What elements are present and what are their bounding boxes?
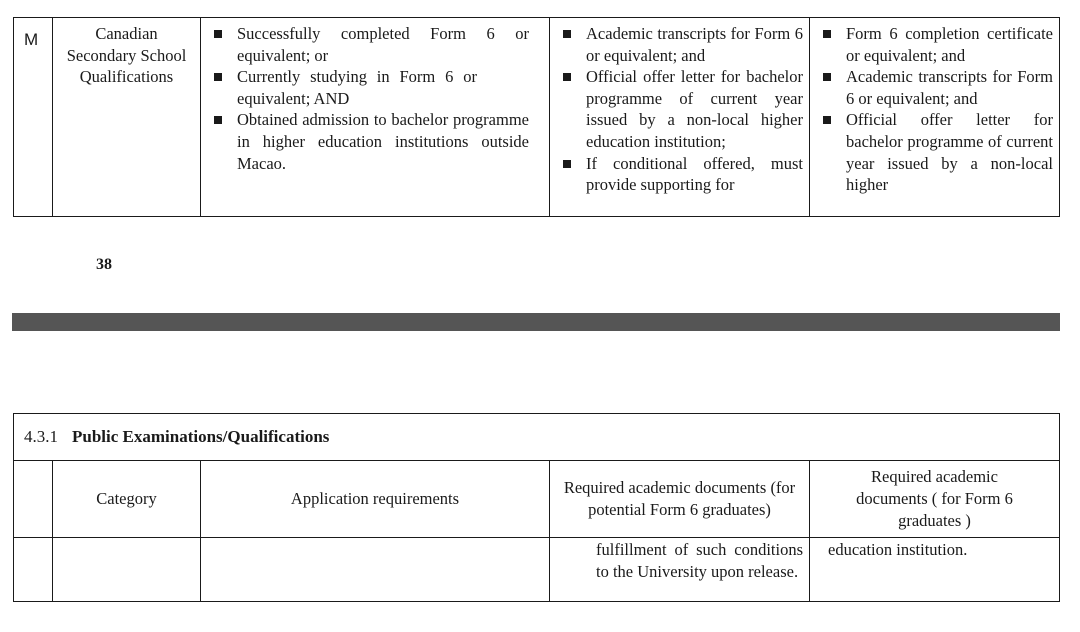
cont-docs-potential: fulfillment of such conditions to the University upon release. — [550, 538, 810, 602]
list-item: Form 6 completion certificate or equivalent; and — [810, 23, 1053, 66]
square-bullet-icon — [214, 116, 222, 124]
square-bullet-icon — [214, 73, 222, 81]
docs-form6-list — [810, 23, 1053, 196]
list-item: Obtained admission to bachelor programme in higher education institutions outside Macao. — [201, 109, 529, 174]
header-code — [14, 461, 53, 538]
list-item: Official offer letter for bachelor programme of current year issued by a non-local higher education institution; — [550, 66, 803, 152]
square-bullet-icon — [563, 73, 571, 81]
cont-category-cell — [53, 538, 201, 602]
section-heading — [14, 414, 1060, 461]
section-number: 4.3.1 — [24, 427, 58, 446]
list-item: Official offer letter for bachelor programme of current year issued by a non-local higher — [810, 109, 1053, 195]
header-docs-form6: Required academic documents ( for Form 6 graduates ) — [810, 461, 1060, 538]
cont-requirements-cell — [201, 538, 550, 602]
docs-potential-list — [550, 23, 803, 196]
docs-potential-cell — [550, 18, 810, 217]
section-title: Public Examinations/Qualifications — [72, 427, 330, 446]
list-item: If conditional offered, must provide supporting for — [550, 153, 803, 196]
table-row — [14, 538, 1060, 602]
cont-code-cell — [14, 538, 53, 602]
header-application-requirements: Application requirements — [201, 461, 550, 538]
docs-form6-cell — [810, 18, 1060, 217]
header-row — [14, 461, 1060, 538]
square-bullet-icon — [563, 160, 571, 168]
application-requirements-list — [201, 23, 529, 174]
qualification-table-bottom — [13, 413, 1060, 602]
list-item: Successfully completed Form 6 or equivalent; or — [201, 23, 529, 66]
square-bullet-icon — [823, 116, 831, 124]
row-code: M — [14, 18, 53, 217]
application-requirements-cell — [201, 18, 550, 217]
page-divider — [12, 313, 1060, 331]
header-category: Category — [53, 461, 201, 538]
section-heading-row — [14, 414, 1060, 461]
square-bullet-icon — [823, 30, 831, 38]
qualification-table-top — [13, 17, 1060, 217]
category-cell — [53, 18, 201, 217]
table-row — [14, 18, 1060, 217]
list-item: Academic transcripts for Form 6 or equivalent; and — [810, 66, 1053, 109]
list-item: Currently studying in Form 6 or equivalent; AND — [201, 66, 529, 109]
square-bullet-icon — [823, 73, 831, 81]
cont-docs-form6: education institution. — [810, 538, 1060, 602]
square-bullet-icon — [563, 30, 571, 38]
list-item: Academic transcripts for Form 6 or equivalent; and — [550, 23, 803, 66]
category-text: Canadian Secondary School Qualifications — [66, 24, 187, 87]
header-docs-potential: Required academic documents (for potential Form 6 graduates) — [550, 461, 810, 538]
page-number: 38 — [96, 256, 112, 273]
square-bullet-icon — [214, 30, 222, 38]
